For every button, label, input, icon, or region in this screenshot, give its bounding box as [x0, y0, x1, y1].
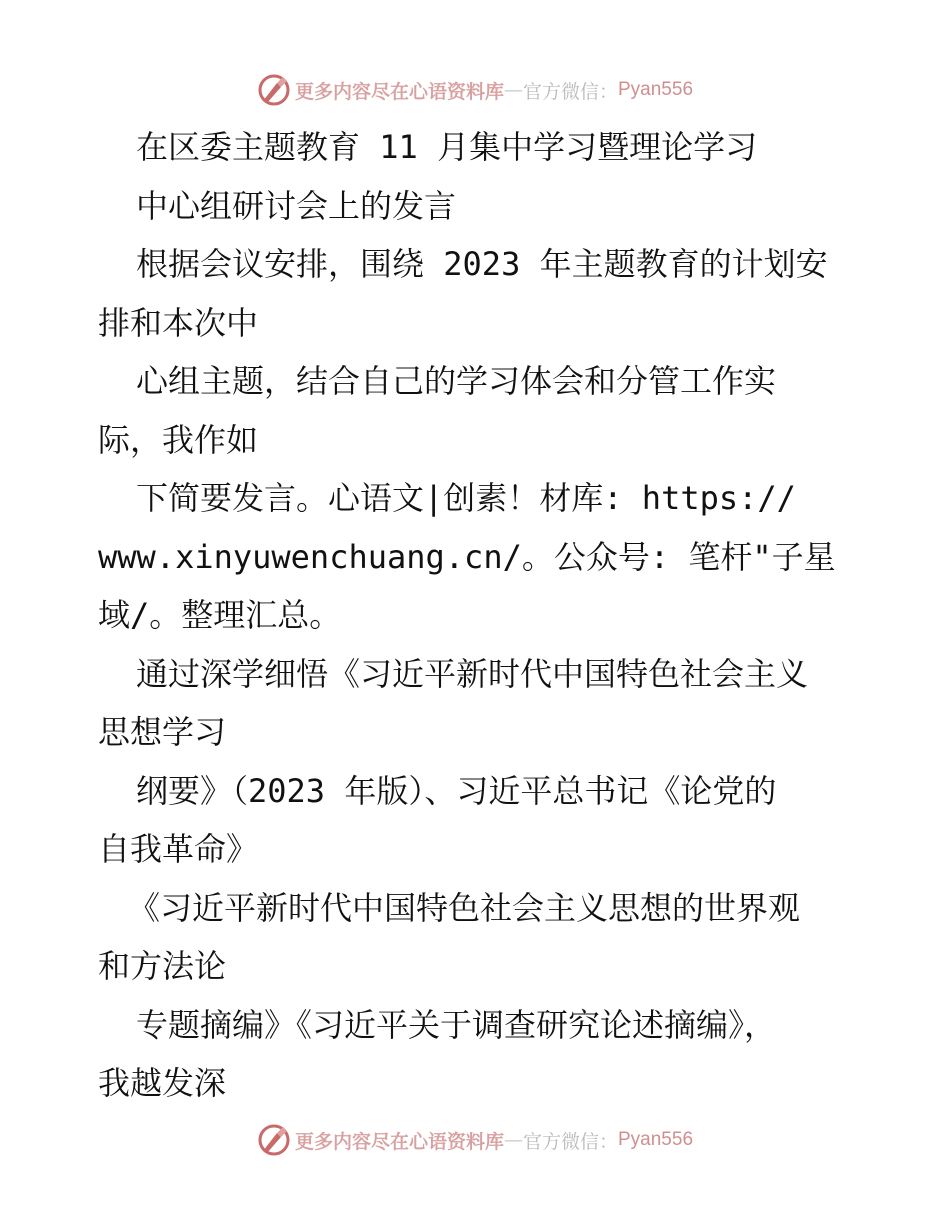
doc-line: 心组主题，结合自己的学习体会和分管工作实 [136, 362, 777, 400]
watermark-contact-id: Pyan556 [618, 1129, 694, 1150]
watermark-separator: — [503, 79, 523, 101]
doc-line: 通过深学细悟《习近平新时代中国特色社会主义 [136, 654, 809, 693]
doc-line: 排和本次中 [98, 303, 259, 342]
watermark-brand: 更多内容尽在心语资料库 [294, 1130, 504, 1153]
watermark-brand: 更多内容尽在心语资料库 [294, 80, 504, 103]
watermark-contact-label: 官方微信： [522, 1130, 618, 1153]
doc-line: 根据会议安排，围绕 2023 年主题教育的计划安 [136, 245, 828, 283]
watermark-contact-id: Pyan556 [618, 79, 694, 100]
doc-line: 中心组研讨会上的发言 [136, 186, 457, 225]
document-body [98, 118, 858, 1113]
pen-logo-icon [257, 73, 291, 107]
watermark-contact-label: 官方微信： [522, 80, 618, 103]
doc-line: 专题摘编》《习近平关于调查研究论述摘编》， [136, 1005, 777, 1044]
header-watermark [0, 70, 950, 110]
doc-line: 《习近平新时代中国特色社会主义思想的世界观 [128, 888, 801, 927]
doc-line: 在区委主题教育 11 月集中学习暨理论学习 [136, 128, 758, 166]
pen-logo-icon [257, 1123, 291, 1157]
footer-watermark [0, 1120, 950, 1160]
doc-line: 和方法论 [98, 947, 227, 985]
doc-line: www.xinyuwenchuang.cn/。公众号: 笔杆"子星 [98, 537, 836, 576]
watermark-separator: — [503, 1129, 523, 1151]
doc-line: 自我革命》 [98, 830, 259, 868]
doc-line: 思想学习 [98, 713, 227, 751]
doc-line: 我越发深 [98, 1064, 227, 1102]
doc-line: 域/。整理汇总。 [98, 596, 342, 634]
doc-line: 下简要发言。心语文|创素！材库: https:// [136, 479, 796, 517]
doc-line: 际，我作如 [98, 420, 259, 459]
doc-line: 纲要》（2023 年版）、习近平总书记《论党的 [136, 771, 777, 810]
